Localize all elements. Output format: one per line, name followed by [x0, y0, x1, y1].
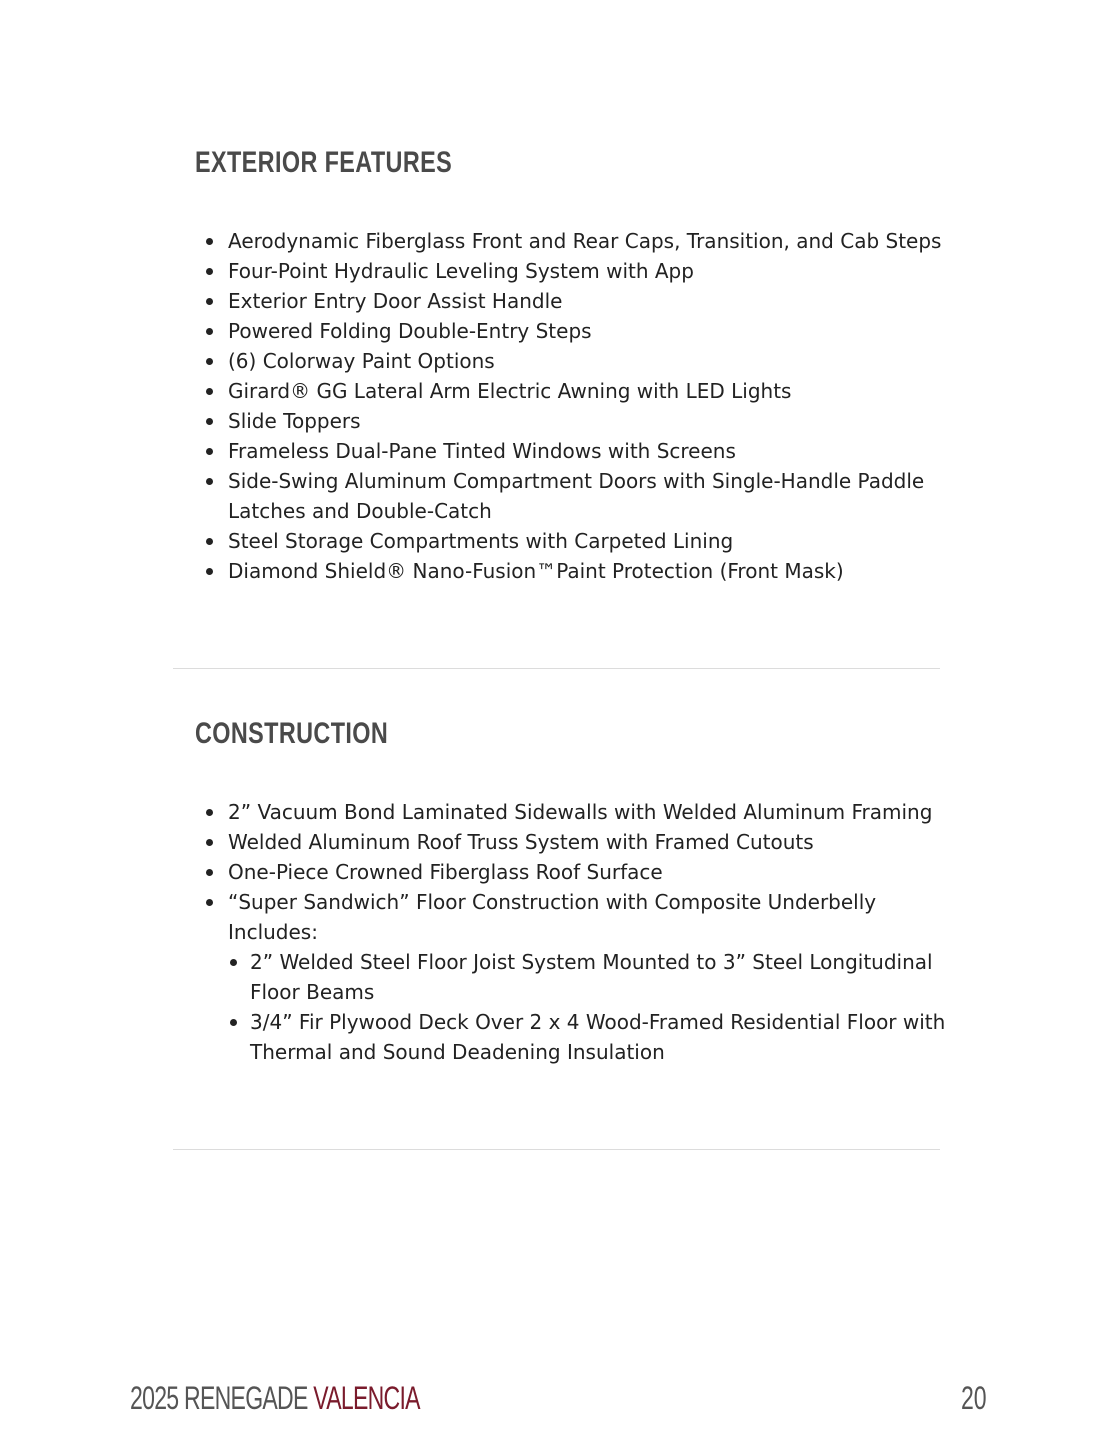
list-item: Frameless Dual-Pane Tinted Windows with Screens: [228, 436, 948, 466]
list-item: Girard® GG Lateral Arm Electric Awning with LED Lights: [228, 376, 948, 406]
footer-brand: [130, 1380, 420, 1417]
list-item: Steel Storage Compartments with Carpeted Lining: [228, 526, 948, 556]
section-divider: [173, 668, 940, 669]
list-item: Powered Folding Double-Entry Steps: [228, 316, 948, 346]
list-item-with-sublist: [228, 887, 948, 1067]
list-item-text: “Super Sandwich” Floor Construction with Composite Underbelly Includes:: [228, 890, 877, 944]
page-number: 20: [961, 1380, 987, 1416]
list-item: (6) Colorway Paint Options: [228, 346, 948, 376]
exterior-features-heading: EXTERIOR FEATURES: [195, 146, 453, 179]
list-item: Slide Toppers: [228, 406, 948, 436]
sub-list-item: 2” Welded Steel Floor Joist System Mounted to 3” Steel Longitudinal Floor Beams: [250, 947, 948, 1007]
list-item: 2” Vacuum Bond Laminated Sidewalls with Welded Aluminum Framing: [228, 797, 948, 827]
sub-list-item: 3/4” Fir Plywood Deck Over 2 x 4 Wood-Framed Residential Floor with Thermal and Sound Deadening Insulation: [250, 1007, 948, 1067]
footer-brand-text: 2025 RENEGADE: [130, 1380, 314, 1416]
list-item: Aerodynamic Fiberglass Front and Rear Caps, Transition, and Cab Steps: [228, 226, 948, 256]
list-item: Diamond Shield® Nano-Fusion™Paint Protection (Front Mask): [228, 556, 948, 586]
list-item: Exterior Entry Door Assist Handle: [228, 286, 948, 316]
footer-model-name: VALENCIA: [313, 1380, 420, 1416]
construction-list: [198, 797, 948, 1067]
list-item: Four-Point Hydraulic Leveling System with App: [228, 256, 948, 286]
exterior-features-list: [198, 226, 948, 586]
list-item: Side-Swing Aluminum Compartment Doors with Single-Handle Paddle Latches and Double-Catch: [228, 466, 948, 526]
list-item: One-Piece Crowned Fiberglass Roof Surface: [228, 857, 948, 887]
section-divider: [173, 1149, 940, 1150]
construction-sublist: [228, 947, 948, 1067]
construction-heading: CONSTRUCTION: [195, 717, 389, 750]
list-item: Welded Aluminum Roof Truss System with Framed Cutouts: [228, 827, 948, 857]
